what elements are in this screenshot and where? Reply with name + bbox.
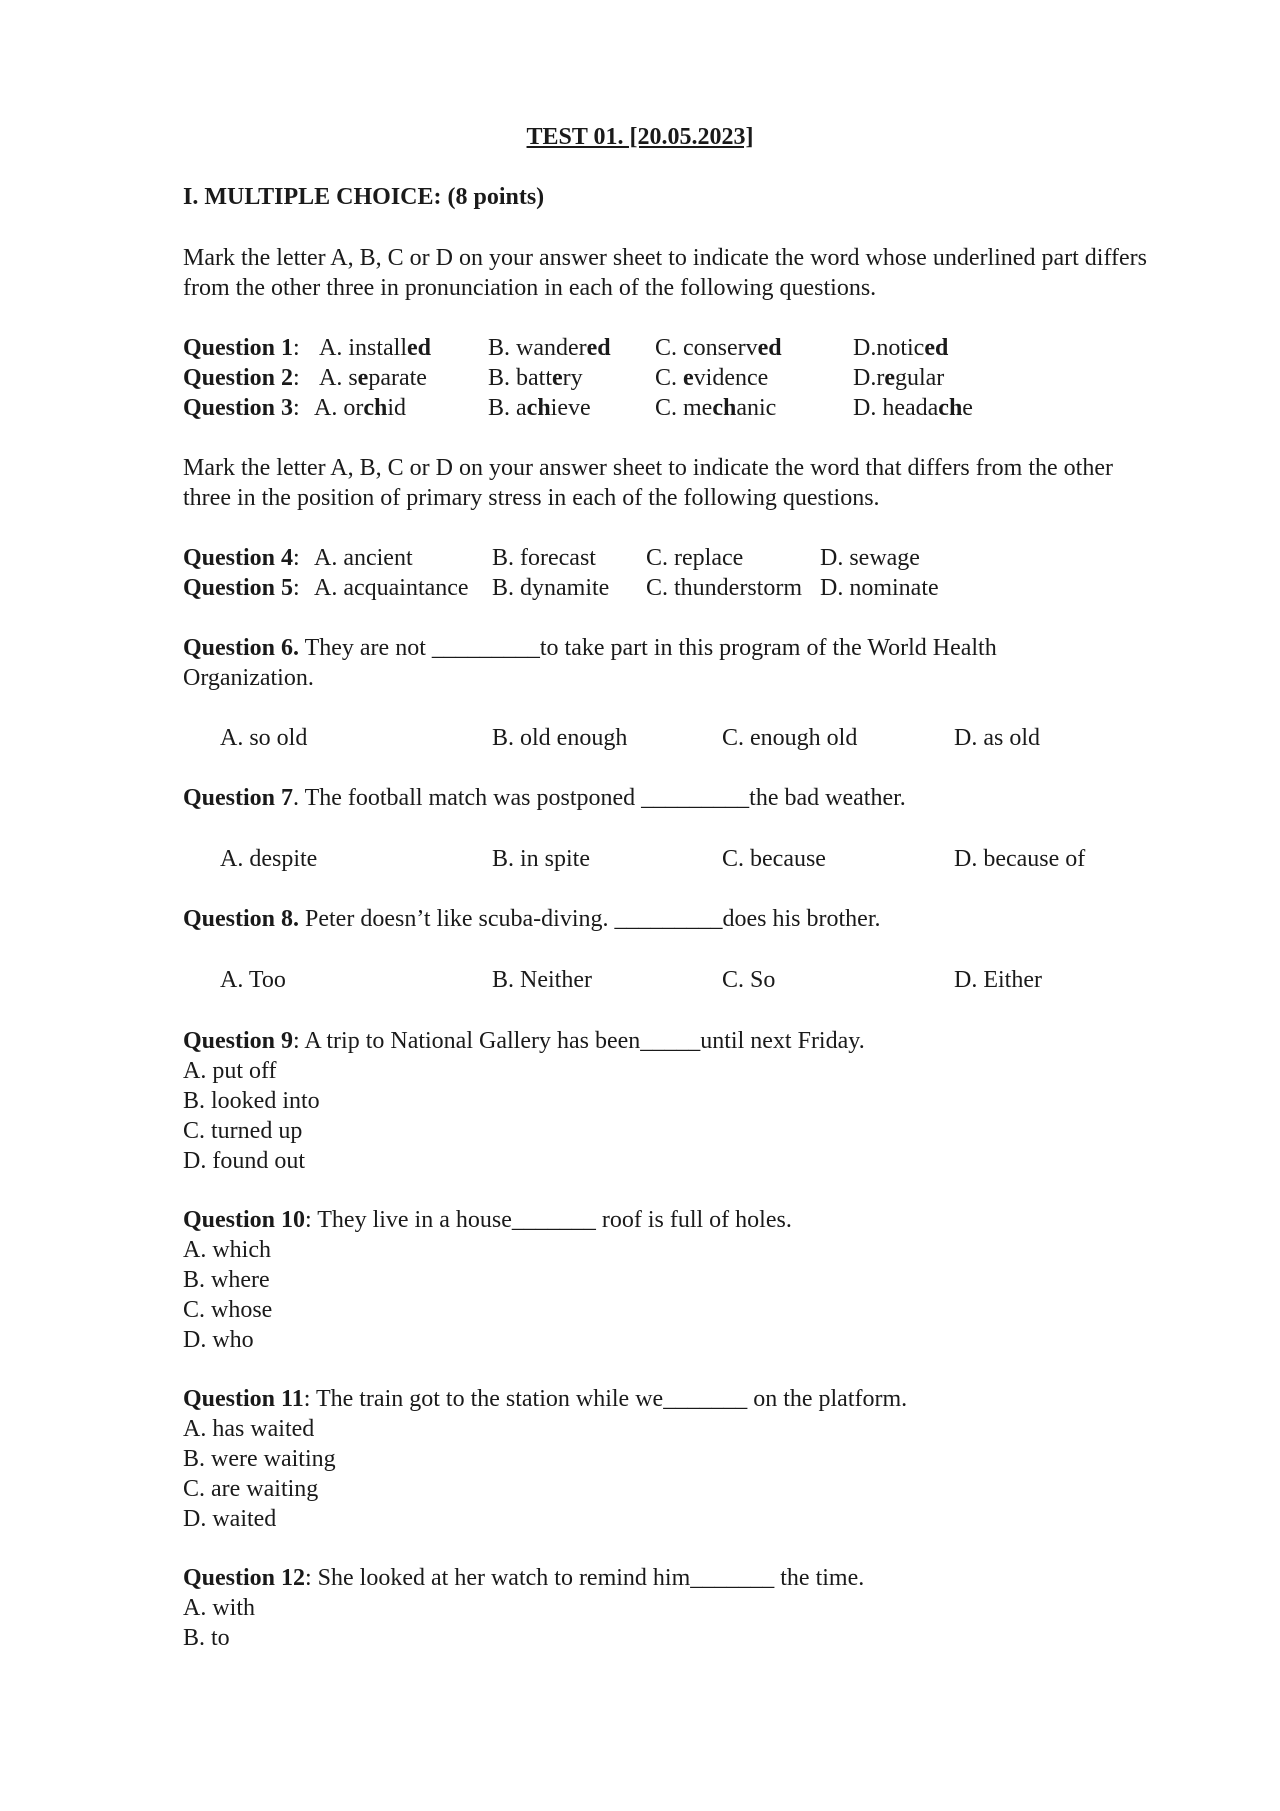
option-d: D. Either bbox=[954, 967, 1042, 993]
question-7-options bbox=[220, 844, 1120, 874]
question-label: Question 5 bbox=[183, 575, 294, 601]
question-7 bbox=[183, 783, 906, 813]
question-label: Question 8. bbox=[183, 906, 300, 932]
stress-questions: Question 4: A. ancient B. forecast C. replace D. sewage Question 5: A. acquaintance B. dynamite C. thunderstorm D. nominate bbox=[183, 545, 939, 601]
option-a: A. orchid bbox=[314, 395, 406, 421]
option-b: B. forecast bbox=[492, 545, 596, 571]
pronunciation-instructions: Mark the letter A, B, C or D on your answer sheet to indicate the word whose underlined part differs from the other three in pronunciation in each of the following questions. bbox=[183, 245, 1147, 301]
option-a: A. despite bbox=[220, 846, 318, 872]
option-a: A. acquaintance bbox=[314, 575, 469, 601]
question-label: Question 4 bbox=[183, 545, 294, 571]
question-12 bbox=[183, 1563, 864, 1653]
question-label: Question 7 bbox=[183, 785, 294, 811]
section-heading: I. MULTIPLE CHOICE: (8 points) bbox=[183, 184, 545, 210]
option-b: B. dynamite bbox=[492, 575, 610, 601]
option-b: B. Neither bbox=[492, 967, 592, 993]
option-d: D. found out bbox=[183, 1148, 305, 1174]
question-stem: : A trip to National Gallery has been_____until next Friday. bbox=[293, 1028, 865, 1054]
question-6-options bbox=[220, 723, 1120, 753]
option-c: C. turned up bbox=[183, 1118, 303, 1144]
option-c: C. thunderstorm bbox=[646, 575, 802, 601]
question-9 bbox=[183, 1026, 865, 1176]
question-label: Question 9 bbox=[183, 1028, 294, 1054]
question-label: Question 1 bbox=[183, 335, 294, 361]
pronunciation-questions: Question 1: A. installed B. wandered C. conserved D.noticed Question 2: A. separate B. battery C. evidence D.regular Question 3: A. orchid B. achieve C. mechanic D. headache bbox=[183, 335, 973, 421]
option-a: A. so old bbox=[220, 725, 308, 751]
option-c: C. mechanic bbox=[655, 395, 777, 421]
stress-instructions: Mark the letter A, B, C or D on your answer sheet to indicate the word that differs from the other three in the position of primary stress in each of the following questions. bbox=[183, 455, 1113, 511]
question-stem: : They live in a house_______ roof is full of holes. bbox=[305, 1207, 792, 1233]
question-10 bbox=[183, 1205, 792, 1355]
option-b: B. achieve bbox=[488, 395, 591, 421]
option-d: D. waited bbox=[183, 1506, 277, 1532]
option-d: D. headache bbox=[853, 395, 973, 421]
question-stem: Peter doesn’t like scuba-diving. _________does his brother. bbox=[299, 906, 881, 932]
option-d: D. sewage bbox=[820, 545, 920, 571]
option-b: B. where bbox=[183, 1267, 270, 1293]
question-label: Question 11 bbox=[183, 1386, 304, 1412]
question-stem: . The football match was postponed _________the bad weather. bbox=[293, 785, 906, 811]
question-11 bbox=[183, 1384, 907, 1534]
option-d: D. because of bbox=[954, 846, 1086, 872]
option-d: D. nominate bbox=[820, 575, 939, 601]
option-c: C. replace bbox=[646, 545, 744, 571]
question-stem: : She looked at her watch to remind him_______ the time. bbox=[305, 1565, 865, 1591]
question-stem: : The train got to the station while we_______ on the platform. bbox=[303, 1386, 908, 1412]
option-a: A. has waited bbox=[183, 1416, 315, 1442]
option-d: D. as old bbox=[954, 725, 1040, 751]
question-stem: They are not _________to take part in this program of the World Health bbox=[304, 635, 997, 661]
question-label: Question 10 bbox=[183, 1207, 306, 1233]
option-b: B. looked into bbox=[183, 1088, 320, 1114]
question-label: Question 3 bbox=[183, 395, 294, 421]
question-8 bbox=[183, 904, 881, 934]
option-a: A. installed bbox=[319, 335, 431, 361]
option-a: A. which bbox=[183, 1237, 271, 1263]
page-title: TEST 01. [20.05.2023] bbox=[526, 124, 754, 150]
option-c: C. because bbox=[722, 846, 826, 872]
option-b: B. were waiting bbox=[183, 1446, 336, 1472]
option-c: C. conserved bbox=[655, 335, 782, 361]
option-a: A. with bbox=[183, 1595, 255, 1621]
option-b: B. wandered bbox=[488, 335, 611, 361]
option-a: A. separate bbox=[319, 365, 427, 391]
option-c: C. enough old bbox=[722, 725, 858, 751]
option-a: A. Too bbox=[220, 967, 286, 993]
option-a: A. ancient bbox=[314, 545, 413, 571]
question-label: Question 6. bbox=[183, 635, 300, 661]
question-6 bbox=[183, 633, 997, 693]
question-label: Question 12 bbox=[183, 1565, 306, 1591]
option-c: C. So bbox=[722, 967, 776, 993]
option-c: C. whose bbox=[183, 1297, 273, 1323]
option-a: A. put off bbox=[183, 1058, 277, 1084]
option-d: D. who bbox=[183, 1327, 254, 1353]
option-c: C. are waiting bbox=[183, 1476, 319, 1502]
option-b: B. old enough bbox=[492, 725, 628, 751]
option-b: B. to bbox=[183, 1625, 230, 1651]
option-b: B. in spite bbox=[492, 846, 591, 872]
option-d: D.noticed bbox=[853, 335, 949, 361]
question-8-options bbox=[220, 965, 1120, 995]
question-label: Question 2 bbox=[183, 365, 294, 391]
question-stem-cont: Organization. bbox=[183, 665, 314, 691]
option-b: B. battery bbox=[488, 365, 583, 391]
option-d: D.regular bbox=[853, 365, 945, 391]
option-c: C. evidence bbox=[655, 365, 769, 391]
